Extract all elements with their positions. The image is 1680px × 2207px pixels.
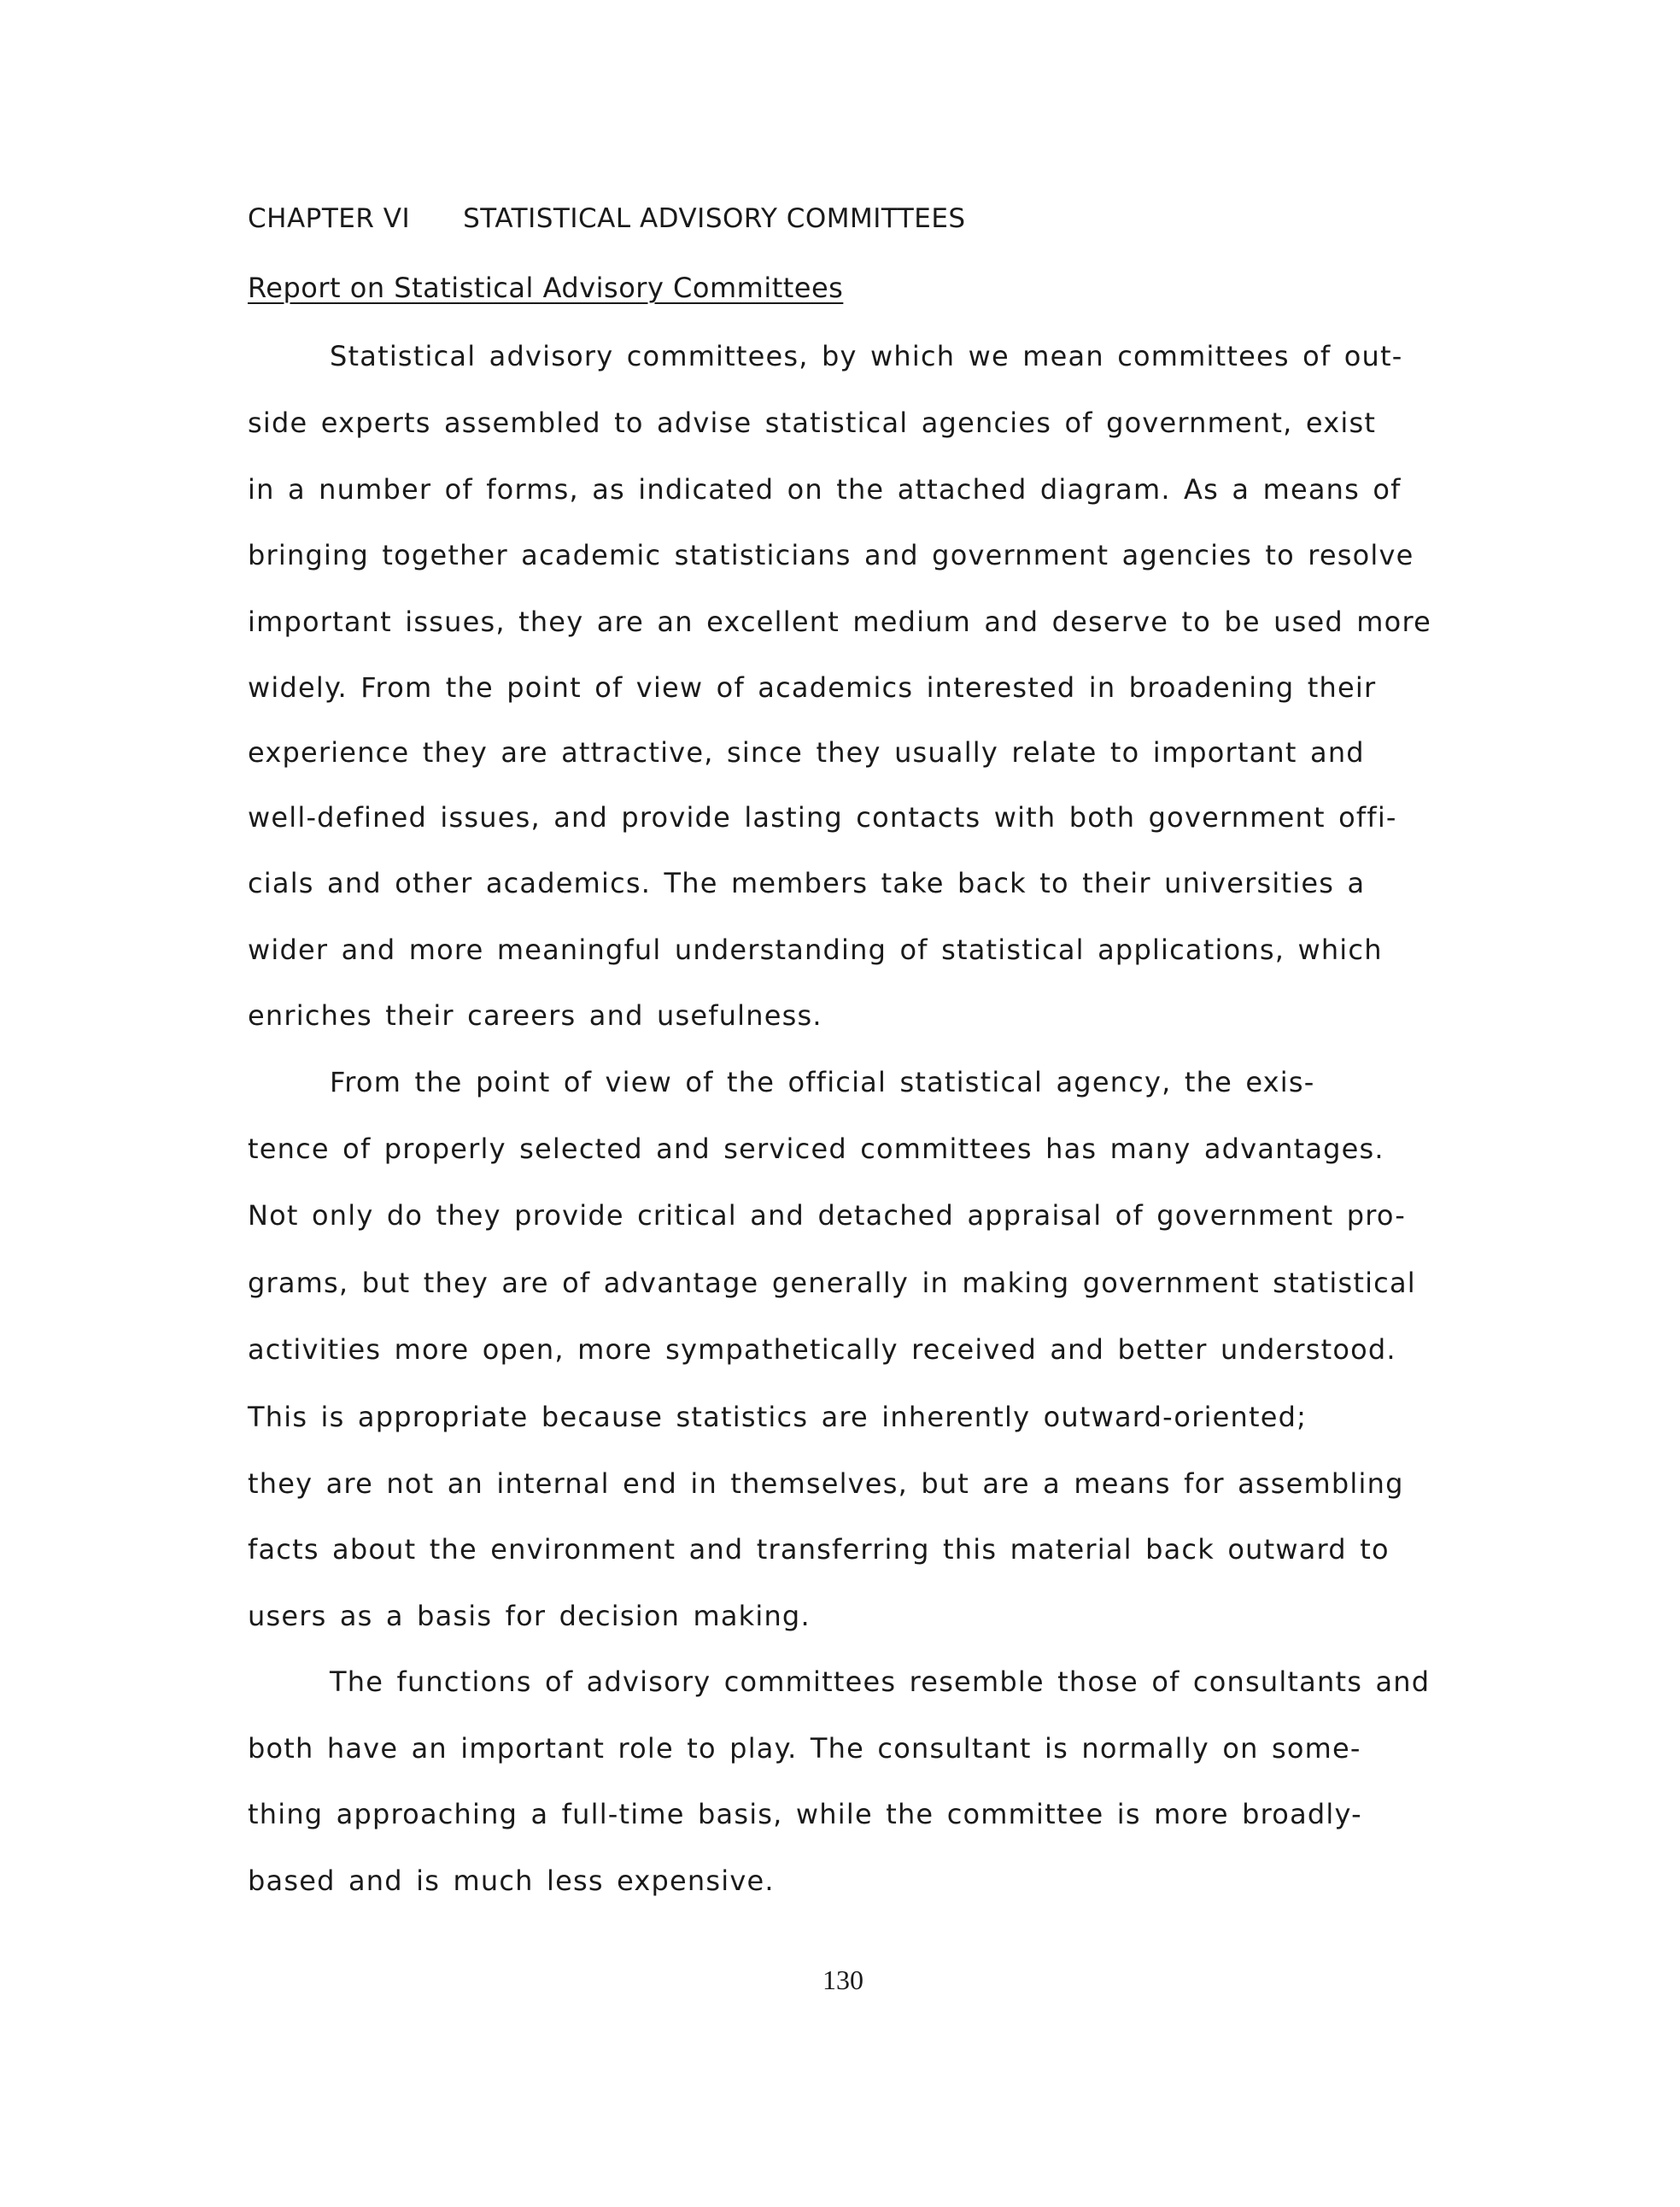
paragraph-1-line: side experts assembled to advise statistical agencies of government, exist — [248, 407, 1377, 439]
paragraph-1-line: cials and other academics. The members take back to their universities a — [248, 867, 1366, 899]
paragraph-2-line: This is appropriate because statistics are inherently outward-oriented; — [248, 1401, 1308, 1433]
chapter-heading — [248, 203, 966, 234]
paragraph-1-line: Statistical advisory committees, by which we mean committees of out- — [330, 340, 1403, 372]
section-title: Report on Statistical Advisory Committees — [248, 272, 844, 304]
paragraph-2-line: they are not an internal end in themselves, but are a means for assembling — [248, 1467, 1404, 1500]
paragraph-1-line: well-defined issues, and provide lasting contacts with both government offi- — [248, 801, 1397, 834]
paragraph-1-line: important issues, they are an excellent medium and deserve to be used more — [248, 606, 1432, 638]
paragraph-3-line: thing approaching a full-time basis, while the committee is more broadly- — [248, 1798, 1362, 1830]
paragraph-2-line: facts about the environment and transferring this material back outward to — [248, 1533, 1390, 1566]
paragraph-1-line: bringing together academic statisticians and government agencies to resolve — [248, 539, 1414, 571]
paragraph-3-line: based and is much less expensive. — [248, 1865, 775, 1897]
paragraph-2-line: activities more open, more sympathetically received and better understood. — [248, 1333, 1396, 1366]
paragraph-2-line: tence of properly selected and serviced committees has many advantages. — [248, 1133, 1384, 1165]
chapter-title: STATISTICAL ADVISORY COMMITTEES — [463, 203, 966, 234]
paragraph-3-line: The functions of advisory committees resemble those of consultants and — [330, 1665, 1431, 1698]
paragraph-2-line: grams, but they are of advantage generally in making government statistical — [248, 1267, 1416, 1299]
paragraph-1-line: in a number of forms, as indicated on the attached diagram. As a means of — [248, 473, 1402, 506]
page-number: 130 — [822, 1964, 863, 1995]
chapter-number: CHAPTER VI — [248, 203, 411, 234]
paragraph-2-line: users as a basis for decision making. — [248, 1600, 811, 1632]
paragraph-2-line: Not only do they provide critical and detached appraisal of government pro- — [248, 1199, 1407, 1232]
paragraph-1-line: enriches their careers and usefulness. — [248, 999, 822, 1032]
paragraph-1-line: wider and more meaningful understanding of statistical applications, which — [248, 934, 1383, 966]
paragraph-1-line: experience they are attractive, since they usually relate to important and — [248, 736, 1365, 769]
paragraph-2-line: From the point of view of the official statistical agency, the exis- — [330, 1066, 1315, 1098]
paragraph-3-line: both have an important role to play. The consultant is normally on some- — [248, 1732, 1361, 1765]
paragraph-1-line: widely. From the point of view of academics interested in broadening their — [248, 671, 1377, 704]
